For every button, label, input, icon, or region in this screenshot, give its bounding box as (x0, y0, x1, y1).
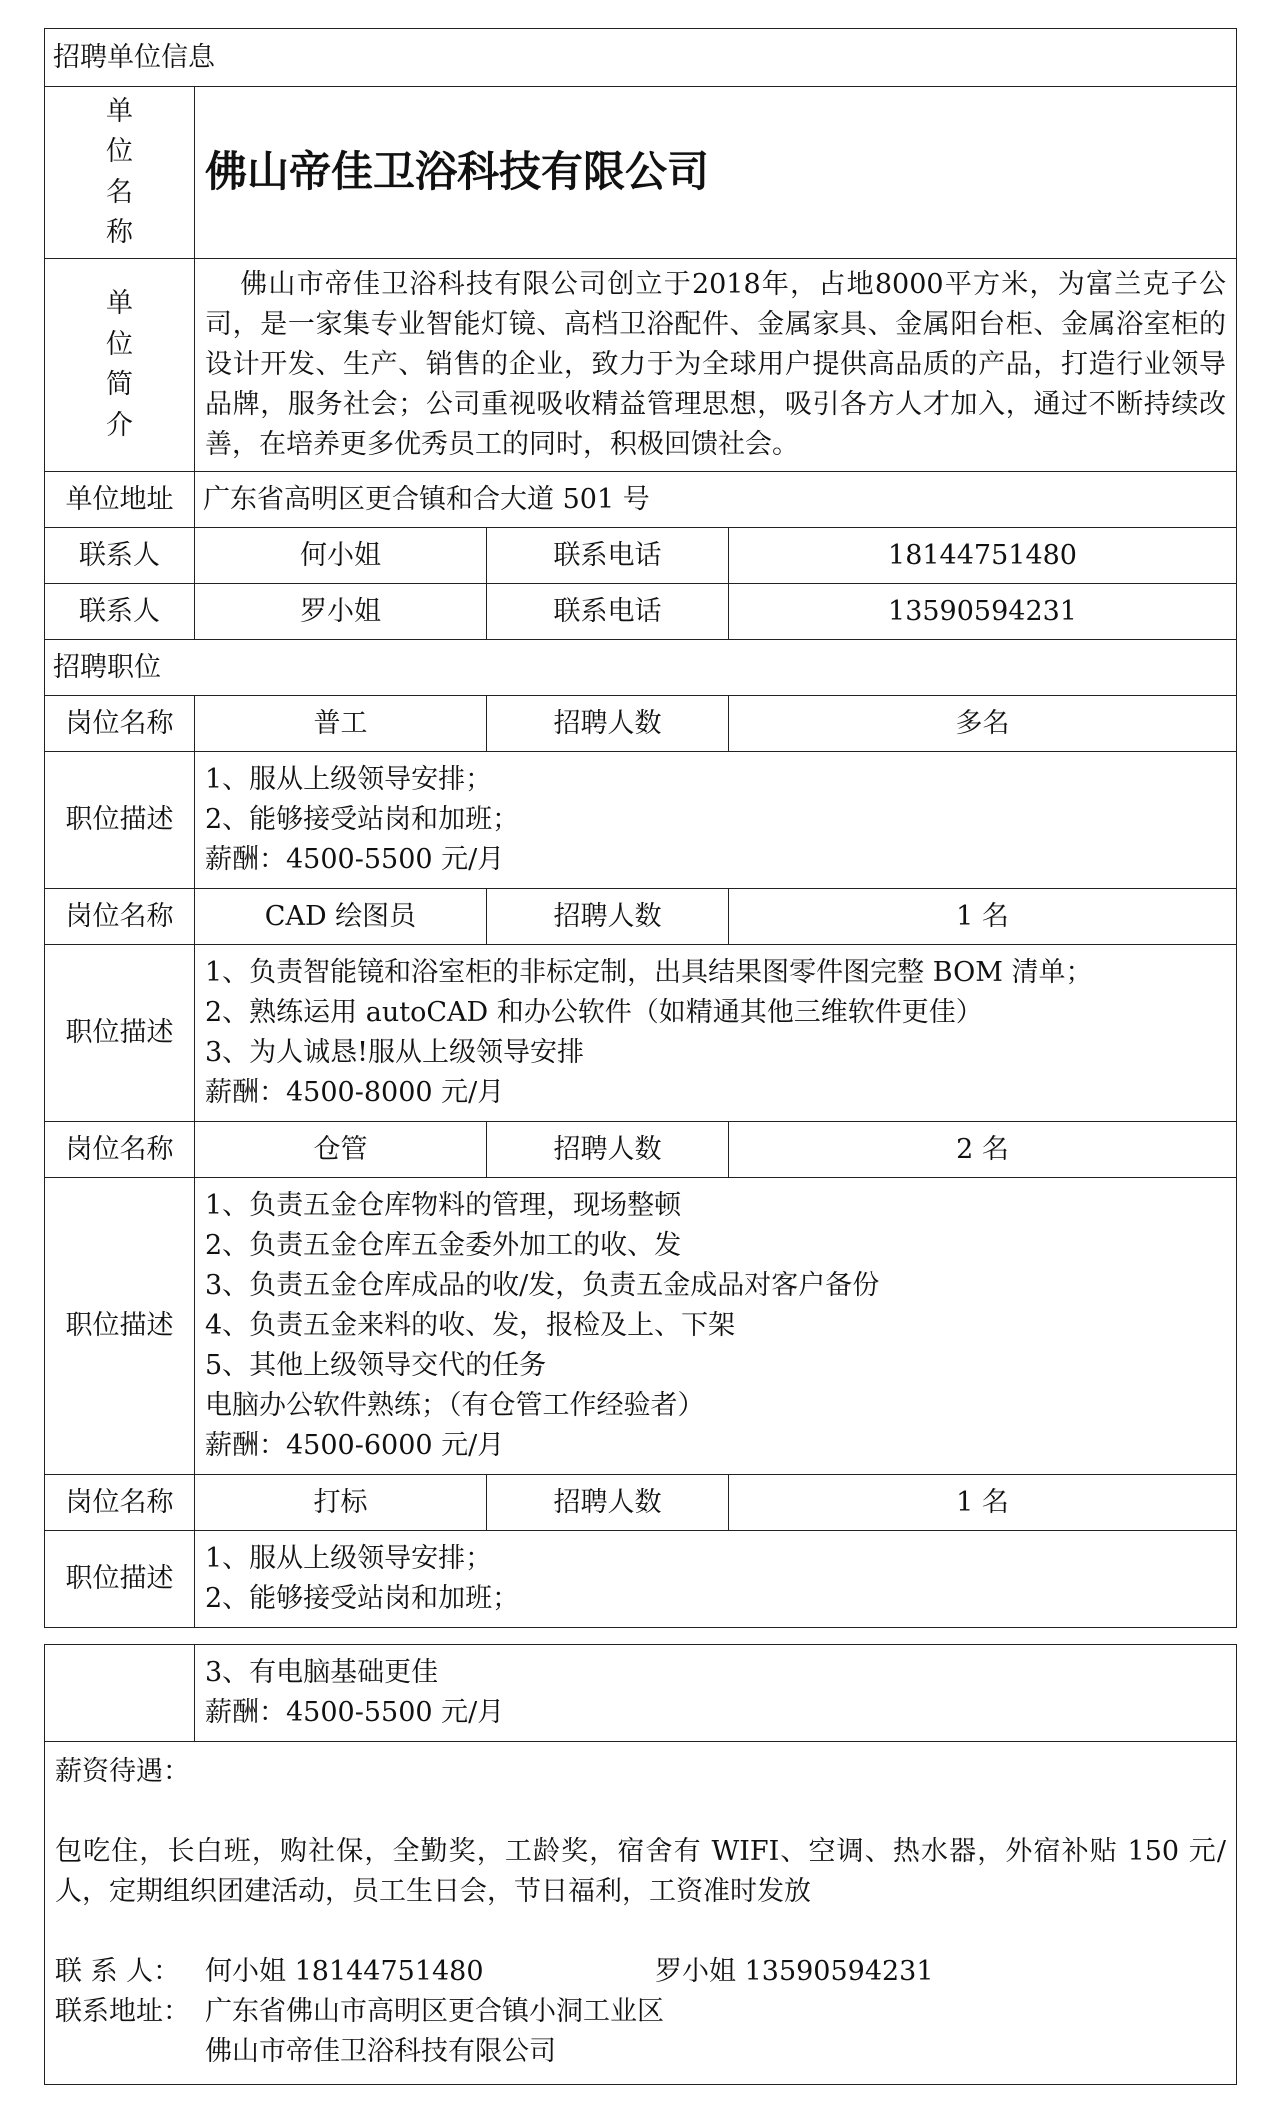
address-label: 单位地址 (45, 472, 195, 528)
footer-contact-1: 何小姐 18144751480 (205, 1956, 484, 1987)
contact-phone-label: 联系电话 (487, 528, 729, 584)
position-desc-row (45, 1531, 1237, 1628)
position-header-row (45, 889, 1237, 945)
position-desc-row (45, 945, 1237, 1122)
footer-address-line2: 佛山市帝佳卫浴科技有限公司 (205, 2036, 556, 2067)
contact-name: 何小姐 (195, 528, 487, 584)
section-positions-heading: 招聘职位 (45, 640, 1237, 696)
contact-name: 罗小姐 (195, 584, 487, 640)
footer-address (55, 1992, 1226, 2032)
job-desc-continued: 3、有电脑基础更佳 薪酬：4500-5500 元/月 (195, 1645, 1237, 1742)
recruitment-table (44, 28, 1237, 1628)
company-address: 广东省高明区更合镇和合大道 501 号 (195, 472, 1237, 528)
benefits-title: 薪资待遇： (55, 1756, 190, 1787)
headcount-value: 多名 (729, 696, 1237, 752)
job-desc: 1、负责智能镜和浴室柜的非标定制，出具结果图零件图完整 BOM 清单； 2、熟练运用 autoCAD 和办公软件（如精通其他三维软件更佳） 3、为人诚恳!服从上级领导安排 薪酬：4500-8000 元/月 (195, 945, 1237, 1122)
headcount-label: 招聘人数 (487, 696, 729, 752)
headcount-value: 1 名 (729, 1475, 1237, 1531)
company-intro: 佛山市帝佳卫浴科技有限公司创立于2018年，占地8000平方米，为富兰克子公司，是一家集专业智能灯镜、高档卫浴配件、金属家具、金属阳台柜、金属浴室柜的设计开发、生产、销售的企业，致力于为全球用户提供高品质的产品，打造行业领导品牌，服务社会；公司重视吸收精益管理思想，吸引各方人才加入，通过不断持续改善，在培养更多优秀员工的同时，积极回馈社会。 (195, 259, 1237, 472)
position-desc-row (45, 1178, 1237, 1475)
recruitment-table-continued (44, 1644, 1237, 2085)
position-header-row (45, 1122, 1237, 1178)
headcount-label: 招聘人数 (487, 889, 729, 945)
headcount-value: 2 名 (729, 1122, 1237, 1178)
contact-phone: 13590594231 (729, 584, 1237, 640)
position-header-row (45, 696, 1237, 752)
footer-contact-2: 罗小姐 13590594231 (655, 1956, 934, 1987)
position-name-label: 岗位名称 (45, 696, 195, 752)
job-desc: 1、负责五金仓库物料的管理，现场整顿 2、负责五金仓库五金委外加工的收、发 3、负责五金仓库成品的收/发，负责五金成品对客户备份 4、负责五金来料的收、发，报检及上、下架 5、其他上级领导交代的任务 电脑办公软件熟练；（有仓管工作经验者） 薪酬：4500-6000 元/月 (195, 1178, 1237, 1475)
headcount-value: 1 名 (729, 889, 1237, 945)
benefits-and-contact (45, 1742, 1237, 2085)
position-name: CAD 绘图员 (195, 889, 487, 945)
job-desc-label: 职位描述 (45, 1178, 195, 1475)
position-name-label: 岗位名称 (45, 889, 195, 945)
position-name: 普工 (195, 696, 487, 752)
benefits-text: 包吃住，长白班，购社保，全勤奖，工龄奖，宿舍有 WIFI、空调、热水器，外宿补贴 150 元/人，定期组织团建活动，员工生日会，节日福利，工资准时发放 (55, 1836, 1226, 1907)
job-desc-label-empty (45, 1645, 195, 1742)
contact-phone: 18144751480 (729, 528, 1237, 584)
unit-intro-label: 单 位 简 介 (45, 259, 195, 472)
contact-person-label: 联系人 (45, 528, 195, 584)
contact-phone-label: 联系电话 (487, 584, 729, 640)
contact-row (45, 528, 1237, 584)
job-desc-label: 职位描述 (45, 1531, 195, 1628)
footer-address-line1: 广东省佛山市高明区更合镇小洞工业区 (205, 1996, 664, 2027)
job-desc-label: 职位描述 (45, 752, 195, 889)
position-name: 仓管 (195, 1122, 487, 1178)
position-header-row (45, 1475, 1237, 1531)
position-desc-continuation-row (45, 1645, 1237, 1742)
footer-company-line (55, 2032, 1226, 2072)
position-name-label: 岗位名称 (45, 1122, 195, 1178)
job-desc: 1、服从上级领导安排； 2、能够接受站岗和加班； 薪酬：4500-5500 元/月 (195, 752, 1237, 889)
headcount-label: 招聘人数 (487, 1475, 729, 1531)
position-name: 打标 (195, 1475, 487, 1531)
position-desc-row (45, 752, 1237, 889)
section-company-heading: 招聘单位信息 (45, 29, 1237, 87)
footer-contact-label: 联 系 人： (55, 1956, 181, 1987)
headcount-label: 招聘人数 (487, 1122, 729, 1178)
contact-person-label: 联系人 (45, 584, 195, 640)
footer-contacts (55, 1952, 1226, 1992)
company-name: 佛山帝佳卫浴科技有限公司 (195, 87, 1237, 259)
job-desc-label: 职位描述 (45, 945, 195, 1122)
job-desc: 1、服从上级领导安排； 2、能够接受站岗和加班； (195, 1531, 1237, 1628)
unit-name-label: 单 位 名 称 (45, 87, 195, 259)
position-name-label: 岗位名称 (45, 1475, 195, 1531)
footer-address-label: 联系地址： (55, 1996, 190, 2027)
contact-row (45, 584, 1237, 640)
